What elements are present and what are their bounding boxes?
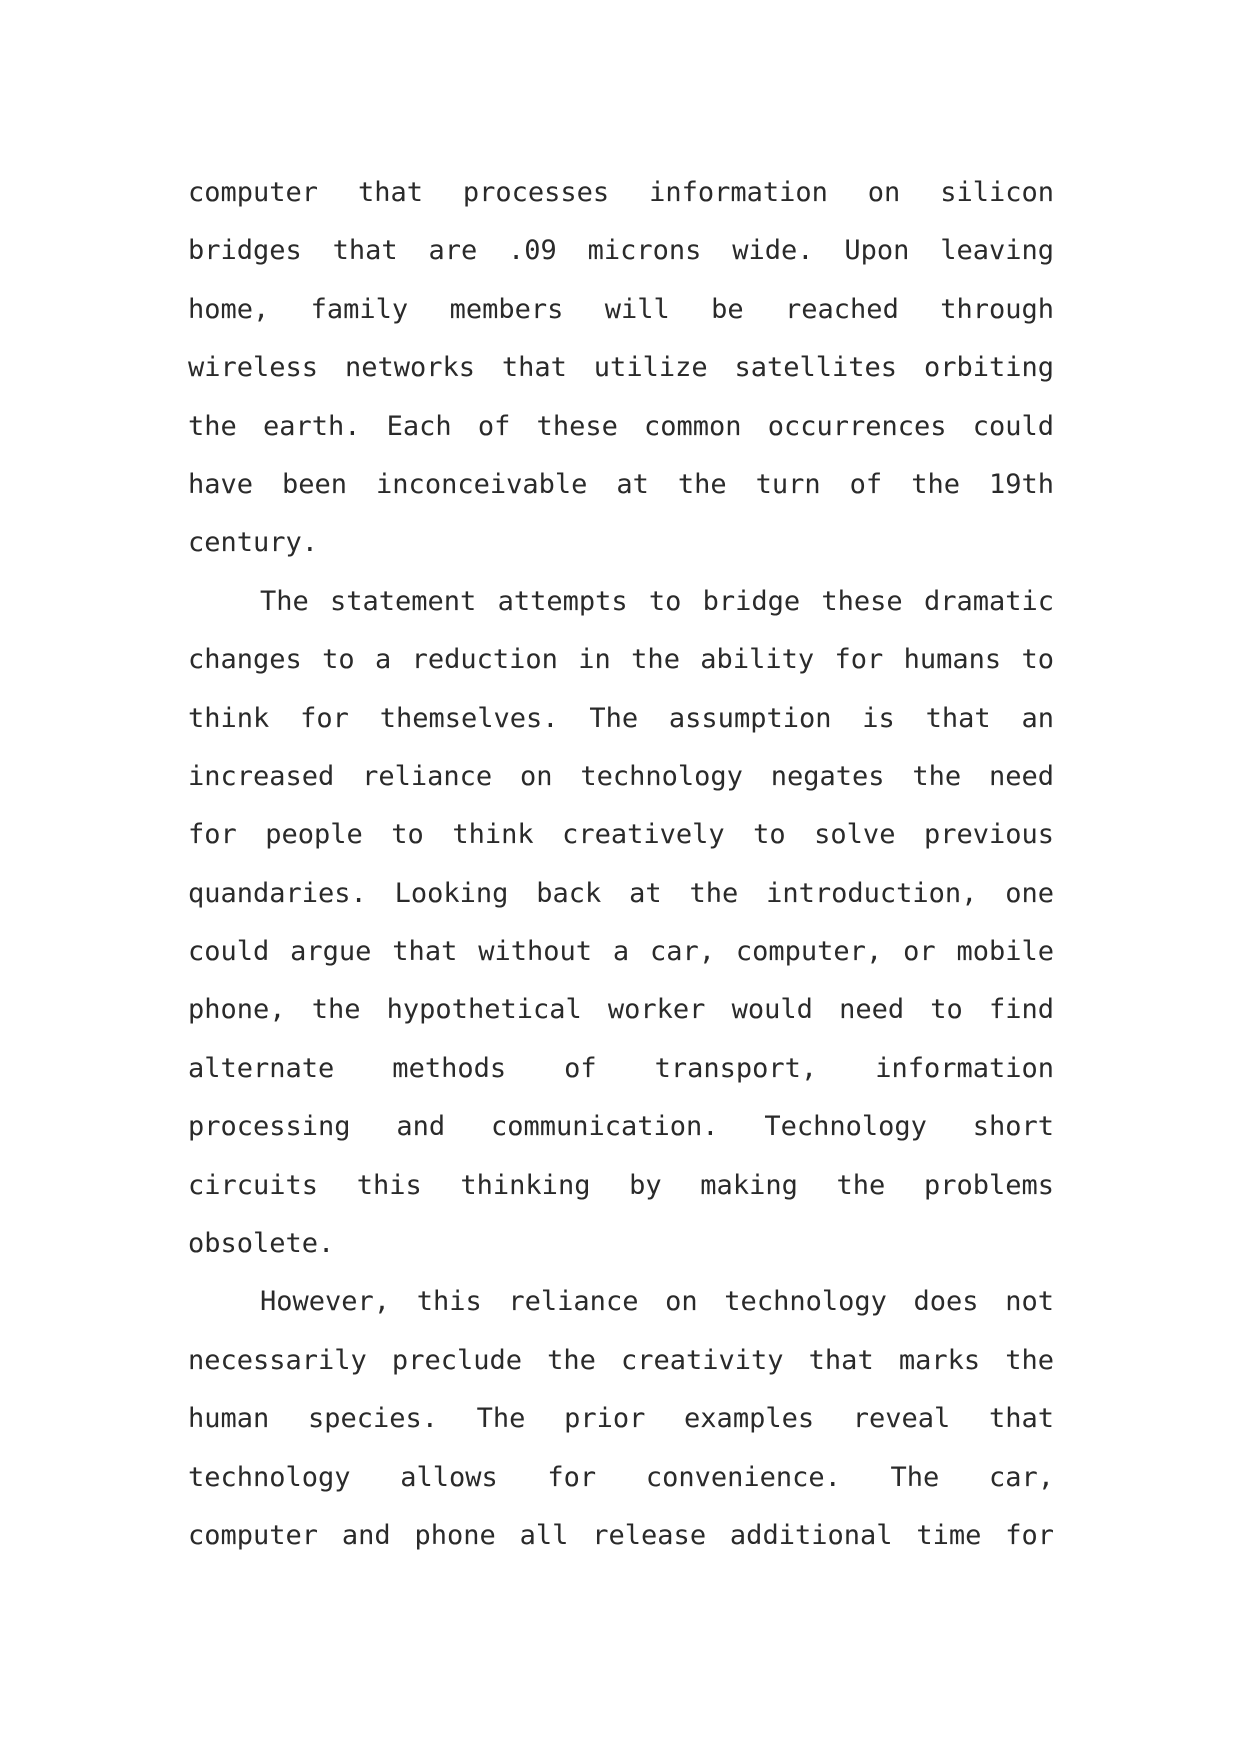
text-line: necessarily preclude the creativity that marks the (188, 1344, 1054, 1376)
text-line: for people to think creatively to solve previous (188, 819, 1054, 851)
text-line: human species. The prior examples reveal that (188, 1403, 1054, 1435)
document-body (188, 164, 1054, 1565)
text-line: However, this reliance on technology does not (260, 1286, 1054, 1318)
text-line: home, family members will be reached through (188, 293, 1054, 325)
text-line: bridges that are .09 microns wide. Upon leaving (188, 235, 1054, 267)
text-line: think for themselves. The assumption is that an (188, 702, 1054, 734)
text-line: changes to a reduction in the ability for humans to (188, 644, 1054, 676)
text-line: processing and communication. Technology short (188, 1111, 1054, 1143)
text-line: wireless networks that utilize satellites orbiting (188, 352, 1054, 384)
text-line: obsolete. (188, 1228, 335, 1260)
text-line: phone, the hypothetical worker would need to find (188, 994, 1054, 1026)
text-line: The statement attempts to bridge these dramatic (260, 585, 1054, 617)
text-line: quandaries. Looking back at the introduction, one (188, 877, 1054, 909)
paragraph-3 (188, 1273, 1054, 1565)
paragraph-2 (188, 573, 1054, 1274)
text-line: technology allows for convenience. The car, (188, 1461, 1054, 1493)
text-line: the earth. Each of these common occurrences could (188, 410, 1054, 442)
text-line: could argue that without a car, computer, or mobile (188, 936, 1054, 968)
text-line: have been inconceivable at the turn of the 19th (188, 468, 1054, 500)
text-line: circuits this thinking by making the problems (188, 1169, 1054, 1201)
text-line: computer that processes information on silicon (188, 177, 1054, 208)
text-line: increased reliance on technology negates the need (188, 760, 1054, 792)
text-line: alternate methods of transport, information (188, 1052, 1054, 1084)
text-line: century. (188, 527, 319, 559)
text-line: computer and phone all release additional time for (188, 1519, 1054, 1551)
paragraph-1 (188, 164, 1054, 573)
